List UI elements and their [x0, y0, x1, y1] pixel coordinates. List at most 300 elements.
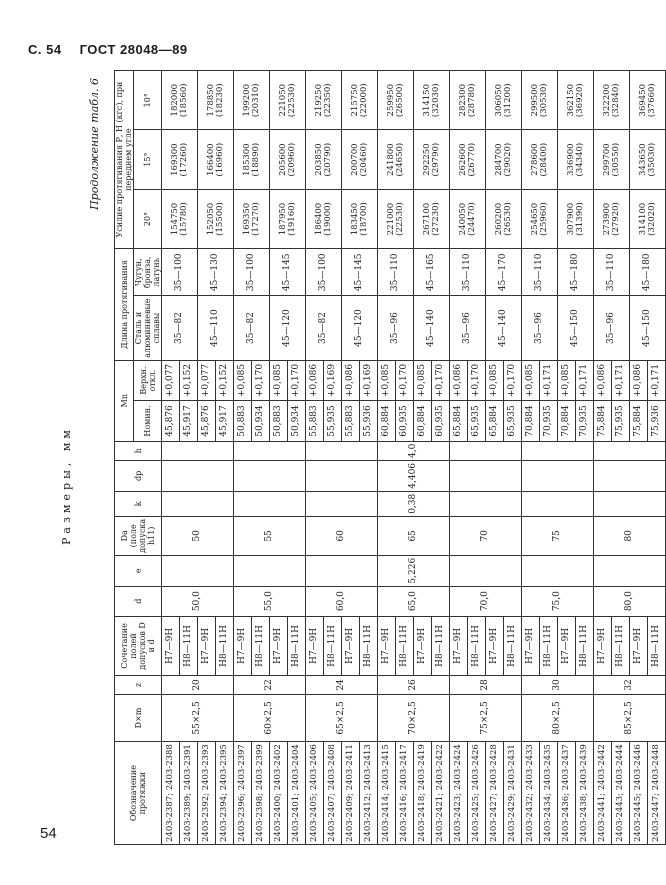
mn-upper-cell: +0,085 — [270, 360, 288, 401]
force-f20-cell — [270, 189, 306, 248]
k-cell — [594, 491, 666, 516]
iron-length-cell: 45—180 — [558, 249, 594, 296]
force-f20-cell — [306, 189, 342, 248]
z-cell: 32 — [594, 676, 666, 695]
mn-upper-cell: +0,086 — [306, 360, 324, 401]
force-value: 178850 — [205, 84, 216, 117]
force-value: (18700) — [358, 202, 369, 236]
dp-cell — [306, 460, 378, 491]
col-dp: dp — [115, 460, 162, 491]
col-a20: 20° — [134, 189, 162, 248]
force-value: (19160) — [286, 202, 297, 236]
col-mn-upper: Верхн. откл. — [134, 360, 162, 401]
table-row — [594, 71, 612, 845]
steel-length-cell: 45—110 — [198, 296, 234, 360]
mn-nom-cell: 50,883 — [270, 401, 288, 441]
tolerance-cell: Н8—11Н — [396, 616, 414, 675]
tolerance-cell: Н8—11Н — [360, 616, 378, 675]
table-row — [162, 71, 180, 845]
designation-cell: 2403-2392; 2403-2393 — [198, 742, 216, 845]
force-f20-cell — [342, 189, 378, 248]
force-value: (30550) — [610, 142, 621, 177]
force-value: 362150 — [565, 84, 576, 117]
steel-length-cell: 45—150 — [558, 296, 594, 360]
force-value: 307900 — [565, 202, 576, 236]
force-f10-cell — [486, 71, 522, 130]
force-value: (27230) — [430, 202, 441, 236]
steel-length-cell: 35—96 — [378, 296, 414, 360]
steel-length-cell: 45—120 — [342, 296, 378, 360]
tolerance-cell: Н8—11Н — [252, 616, 270, 675]
tolerance-cell: Н7—9Н — [162, 616, 180, 675]
mn-upper-cell: +0,085 — [378, 360, 396, 401]
force-f10-cell — [162, 71, 198, 130]
force-value: (29020) — [502, 142, 513, 177]
mn-nom-cell: 55,935 — [324, 401, 342, 441]
e-cell — [594, 555, 666, 586]
mn-upper-cell: +0,086 — [594, 360, 612, 401]
tolerance-cell: Н7—9Н — [198, 616, 216, 675]
mn-upper-cell: +0,085 — [522, 360, 540, 401]
iron-length-cell: 35—100 — [306, 249, 342, 296]
mn-nom-cell: 60,935 — [432, 401, 450, 441]
force-f20-cell — [630, 189, 666, 248]
tolerance-cell: Н7—9Н — [342, 616, 360, 675]
force-f15-cell — [198, 130, 234, 189]
force-value: 241800 — [385, 143, 396, 176]
iron-length-cell: 35—110 — [378, 249, 414, 296]
force-f20-cell — [450, 189, 486, 248]
force-value: (18560) — [178, 83, 189, 118]
mn-upper-cell: +0,152 — [180, 360, 198, 401]
force-value: 259950 — [385, 84, 396, 117]
tolerance-cell: Н7—9Н — [630, 616, 648, 675]
mn-upper-cell: +0,086 — [450, 360, 468, 401]
force-value: 322200 — [601, 84, 612, 117]
dp-cell — [234, 460, 306, 491]
designation-cell: 2403-2389; 2403-2391 — [180, 742, 198, 845]
da-cell: 70 — [450, 516, 522, 555]
iron-length-cell: 45—165 — [414, 249, 450, 296]
col-d: d — [115, 586, 162, 616]
designation-cell: 2403-2421; 2403-2422 — [432, 742, 450, 845]
k-cell — [234, 491, 306, 516]
force-value: (22350) — [322, 83, 333, 118]
designation-cell: 2403-2398; 2403-2399 — [252, 742, 270, 845]
force-f15-cell — [450, 130, 486, 189]
dp-cell: 4,406 — [378, 460, 450, 491]
da-cell: 65 — [378, 516, 450, 555]
e-cell — [306, 555, 378, 586]
steel-length-cell: 35—96 — [594, 296, 630, 360]
steel-length-cell: 35—96 — [522, 296, 558, 360]
designation-cell: 2403-2409; 2403-2411 — [342, 742, 360, 845]
force-value: (36920) — [574, 83, 585, 118]
mn-upper-cell: +0,169 — [360, 360, 378, 401]
tolerance-cell: Н7—9Н — [450, 616, 468, 675]
force-value: 299700 — [601, 143, 612, 176]
d-cell: 60,0 — [306, 586, 378, 616]
tolerance-cell: Н8—11Н — [648, 616, 666, 675]
mn-upper-cell: +0,171 — [612, 360, 630, 401]
mn-nom-cell: 55,883 — [306, 401, 324, 441]
tolerance-cell: Н7—9Н — [486, 616, 504, 675]
force-f15-cell — [486, 130, 522, 189]
force-value: 282300 — [457, 84, 468, 117]
mn-upper-cell: +0,171 — [648, 360, 666, 401]
force-value: 203850 — [313, 143, 324, 176]
force-value: 152050 — [205, 202, 216, 236]
e-cell — [234, 555, 306, 586]
mn-upper-cell: +0,171 — [576, 360, 594, 401]
tolerance-cell: Н8—11Н — [180, 616, 198, 675]
h-cell: 4,0 — [378, 441, 450, 460]
tolerance-cell: Н7—9Н — [594, 616, 612, 675]
tolerance-cell: Н8—11Н — [612, 616, 630, 675]
force-f10-cell — [234, 71, 270, 130]
col-steel: Сталь и алюминиевые сплавы — [134, 296, 162, 360]
dxm-cell: 70×2,5 — [378, 694, 450, 741]
force-f15-cell — [594, 130, 630, 189]
col-z: z — [115, 676, 162, 695]
force-value: 186400 — [313, 202, 324, 236]
force-f20-cell — [522, 189, 558, 248]
force-value: (37660) — [646, 83, 657, 118]
mn-nom-cell: 55,936 — [360, 401, 378, 441]
force-value: 166400 — [205, 143, 216, 176]
iron-length-cell: 35—100 — [234, 249, 270, 296]
k-cell: 0,38 — [378, 491, 450, 516]
col-a10: 10° — [134, 71, 162, 130]
force-value: 219250 — [313, 84, 324, 117]
mn-nom-cell: 75,884 — [594, 401, 612, 441]
force-f10-cell — [558, 71, 594, 130]
tolerance-cell: Н8—11Н — [324, 616, 342, 675]
dp-cell — [450, 460, 522, 491]
d-cell: 75,0 — [522, 586, 594, 616]
mn-nom-cell: 45,917 — [216, 401, 234, 441]
force-f15-cell — [414, 130, 450, 189]
col-designation: Обозначение протяжки — [115, 742, 162, 845]
mn-nom-cell: 45,917 — [180, 401, 198, 441]
force-value: (32840) — [610, 83, 621, 118]
da-cell: 75 — [522, 516, 594, 555]
tolerance-cell: Н7—9Н — [234, 616, 252, 675]
z-cell: 22 — [234, 676, 306, 695]
mn-nom-cell: 65,884 — [486, 401, 504, 441]
force-value: (26770) — [466, 142, 477, 177]
col-e: e — [115, 555, 162, 586]
mn-upper-cell: +0,170 — [468, 360, 486, 401]
table-row — [378, 71, 396, 845]
page-number: 54 — [40, 825, 57, 842]
force-value: 299500 — [529, 84, 540, 117]
force-f10-cell — [450, 71, 486, 130]
force-value: 205600 — [277, 143, 288, 176]
tolerance-cell: Н7—9Н — [558, 616, 576, 675]
dp-cell — [162, 460, 234, 491]
dxm-cell: 65×2,5 — [306, 694, 378, 741]
force-f20-cell — [234, 189, 270, 248]
mn-upper-cell: +0,169 — [324, 360, 342, 401]
force-value: 278600 — [529, 143, 540, 176]
force-f20-cell — [198, 189, 234, 248]
force-value: 262600 — [457, 143, 468, 176]
k-cell — [162, 491, 234, 516]
mn-upper-cell: +0,085 — [486, 360, 504, 401]
steel-length-cell: 45—120 — [270, 296, 306, 360]
force-value: 292250 — [421, 143, 432, 176]
force-value: 200700 — [349, 143, 360, 176]
k-cell — [450, 491, 522, 516]
d-cell: 80,0 — [594, 586, 666, 616]
gost-label: ГОСТ 28048—89 — [79, 42, 188, 57]
force-f20-cell — [162, 189, 198, 248]
designation-cell: 2403-2447; 2403-2448 — [648, 742, 666, 845]
table-row — [522, 71, 540, 845]
h-cell — [234, 441, 306, 460]
force-f15-cell — [234, 130, 270, 189]
tolerance-cell: Н7—9Н — [378, 616, 396, 675]
force-value: 185300 — [241, 143, 252, 176]
da-cell: 50 — [162, 516, 234, 555]
e-cell — [162, 555, 234, 586]
designation-cell: 2403-2445; 2403-2446 — [630, 742, 648, 845]
steel-length-cell: 45—140 — [486, 296, 522, 360]
steel-length-cell: 35—82 — [306, 296, 342, 360]
force-value: 260200 — [493, 202, 504, 236]
force-value: (17260) — [178, 142, 189, 177]
tolerance-cell: Н8—11Н — [504, 616, 522, 675]
force-value: (26530) — [502, 202, 513, 236]
iron-length-cell: 35—110 — [594, 249, 630, 296]
da-cell: 80 — [594, 516, 666, 555]
k-cell — [522, 491, 594, 516]
force-value: (31200) — [502, 83, 513, 118]
force-value: 336900 — [565, 143, 576, 176]
table-row — [234, 71, 252, 845]
tolerance-cell: Н7—9Н — [522, 616, 540, 675]
mn-upper-cell: +0,170 — [288, 360, 306, 401]
tolerance-cell: Н7—9Н — [414, 616, 432, 675]
dxm-cell: 60×2,5 — [234, 694, 306, 741]
tolerance-cell: Н8—11Н — [576, 616, 594, 675]
h-cell — [306, 441, 378, 460]
z-cell: 24 — [306, 676, 378, 695]
mn-nom-cell: 50,934 — [288, 401, 306, 441]
force-value: (19000) — [322, 202, 333, 236]
designation-cell: 2403-2407; 2403-2408 — [324, 742, 342, 845]
dp-cell — [594, 460, 666, 491]
force-value: 221000 — [385, 202, 396, 236]
mn-nom-cell: 70,935 — [540, 401, 558, 441]
force-f15-cell — [162, 130, 198, 189]
mn-upper-cell: +0,086 — [342, 360, 360, 401]
mn-upper-cell: +0,077 — [162, 360, 180, 401]
force-value: (22530) — [394, 202, 405, 236]
mn-nom-cell: 55,883 — [342, 401, 360, 441]
mn-upper-cell: +0,085 — [414, 360, 432, 401]
h-cell — [522, 441, 594, 460]
force-value: (32020) — [646, 202, 657, 236]
steel-length-cell: 35—82 — [162, 296, 198, 360]
force-f20-cell — [414, 189, 450, 248]
force-f10-cell — [270, 71, 306, 130]
iron-length-cell: 45—180 — [630, 249, 666, 296]
table-row — [450, 71, 468, 845]
mn-nom-cell: 50,934 — [252, 401, 270, 441]
mn-nom-cell: 70,884 — [558, 401, 576, 441]
continuation-title: Продолжение табл. 6 — [88, 78, 101, 210]
force-value: (20790) — [322, 142, 333, 177]
designation-cell: 2403-2405; 2403-2406 — [306, 742, 324, 845]
designation-cell: 2403-2441; 2403-2442 — [594, 742, 612, 845]
col-mn-nom: Номин. — [134, 401, 162, 441]
e-cell — [450, 555, 522, 586]
force-f10-cell — [342, 71, 378, 130]
mn-nom-cell: 70,935 — [576, 401, 594, 441]
force-value: (16960) — [214, 142, 225, 177]
force-value: (15780) — [178, 202, 189, 236]
z-cell: 20 — [162, 676, 234, 695]
iron-length-cell: 45—145 — [342, 249, 378, 296]
force-value: (17270) — [250, 202, 261, 236]
mn-nom-cell: 50,883 — [234, 401, 252, 441]
force-value: (22000) — [358, 83, 369, 118]
force-value: (20460) — [358, 142, 369, 177]
e-cell — [522, 555, 594, 586]
force-value: 314150 — [421, 84, 432, 117]
designation-cell: 2403-2427; 2403-2428 — [486, 742, 504, 845]
designation-cell: 2403-2416; 2403-2417 — [396, 742, 414, 845]
z-cell: 28 — [450, 676, 522, 695]
force-value: (15500) — [214, 202, 225, 236]
col-tolerance: Сочетание полей допусков D и d — [115, 616, 162, 675]
force-value: 199200 — [241, 84, 252, 117]
d-cell: 70,0 — [450, 586, 522, 616]
mn-upper-cell: +0,086 — [630, 360, 648, 401]
h-cell — [450, 441, 522, 460]
h-cell — [594, 441, 666, 460]
iron-length-cell: 35—110 — [522, 249, 558, 296]
force-f20-cell — [558, 189, 594, 248]
mn-nom-cell: 75,936 — [648, 401, 666, 441]
force-value: (34340) — [574, 142, 585, 177]
mn-upper-cell: +0,170 — [504, 360, 522, 401]
sizes-title: Размеры, мм — [60, 426, 73, 545]
force-value: 306050 — [493, 84, 504, 117]
da-cell: 60 — [306, 516, 378, 555]
force-value: (35030) — [646, 142, 657, 177]
mn-upper-cell: +0,170 — [432, 360, 450, 401]
force-f15-cell — [630, 130, 666, 189]
mn-nom-cell: 75,935 — [612, 401, 630, 441]
iron-length-cell: 45—170 — [486, 249, 522, 296]
tolerance-cell: Н8—11Н — [288, 616, 306, 675]
tolerance-cell: Н8—11Н — [468, 616, 486, 675]
z-cell: 30 — [522, 676, 594, 695]
force-value: 183450 — [349, 202, 360, 236]
col-length: Длина протягивания — [115, 249, 134, 361]
iron-length-cell: 45—130 — [198, 249, 234, 296]
force-value: 284700 — [493, 143, 504, 176]
mn-upper-cell: +0,077 — [198, 360, 216, 401]
force-f10-cell — [306, 71, 342, 130]
mn-upper-cell: +0,085 — [234, 360, 252, 401]
force-f10-cell — [594, 71, 630, 130]
broach-table — [114, 70, 666, 845]
designation-cell: 2403-2414; 2403-2415 — [378, 742, 396, 845]
mn-upper-cell: +0,152 — [216, 360, 234, 401]
mn-upper-cell: +0,171 — [540, 360, 558, 401]
dxm-cell: 85×2,5 — [594, 694, 666, 741]
force-f10-cell — [198, 71, 234, 130]
designation-cell: 2403-2438; 2403-2439 — [576, 742, 594, 845]
force-value: (18890) — [250, 142, 261, 177]
mn-nom-cell: 65,935 — [468, 401, 486, 441]
steel-length-cell: 45—150 — [630, 296, 666, 360]
z-cell: 26 — [378, 676, 450, 695]
force-value: (20310) — [250, 83, 261, 118]
force-value: (24470) — [466, 202, 477, 236]
mn-nom-cell: 60,884 — [414, 401, 432, 441]
iron-length-cell: 45—145 — [270, 249, 306, 296]
force-value: (18230) — [214, 83, 225, 118]
force-value: 369450 — [637, 84, 648, 117]
force-f15-cell — [558, 130, 594, 189]
force-f10-cell — [378, 71, 414, 130]
mn-nom-cell: 65,884 — [450, 401, 468, 441]
designation-cell: 2403-2434; 2403-2435 — [540, 742, 558, 845]
force-f15-cell — [306, 130, 342, 189]
col-a15: 15° — [134, 130, 162, 189]
force-f15-cell — [270, 130, 306, 189]
dp-cell — [522, 460, 594, 491]
tolerance-cell: Н8—11Н — [216, 616, 234, 675]
col-k: k — [115, 491, 162, 516]
designation-cell: 2403-2432; 2403-2433 — [522, 742, 540, 845]
tolerance-cell: Н7—9Н — [270, 616, 288, 675]
iron-length-cell: 35—100 — [162, 249, 198, 296]
force-value: (30530) — [538, 83, 549, 118]
col-force: Усилие протягивания Р, Н (кгс), при переднем угле — [115, 71, 134, 249]
force-f20-cell — [486, 189, 522, 248]
mn-nom-cell: 65,935 — [504, 401, 522, 441]
force-value: (22530) — [286, 83, 297, 118]
designation-cell: 2403-2423; 2403-2424 — [450, 742, 468, 845]
col-dxm: D×m — [115, 694, 162, 741]
force-f10-cell — [630, 71, 666, 130]
force-f15-cell — [378, 130, 414, 189]
tolerance-cell: Н7—9Н — [306, 616, 324, 675]
d-cell: 65,0 — [378, 586, 450, 616]
table-body — [162, 71, 666, 845]
table-row — [306, 71, 324, 845]
mn-upper-cell: +0,085 — [558, 360, 576, 401]
mn-nom-cell: 45,876 — [198, 401, 216, 441]
force-value: 187950 — [277, 202, 288, 236]
mn-nom-cell: 60,884 — [378, 401, 396, 441]
mn-upper-cell: +0,170 — [396, 360, 414, 401]
force-value: (20960) — [286, 142, 297, 177]
dxm-cell: 75×2,5 — [450, 694, 522, 741]
col-mn: Мn — [115, 360, 134, 441]
steel-length-cell: 35—96 — [450, 296, 486, 360]
col-h: h — [115, 441, 162, 460]
force-f20-cell — [594, 189, 630, 248]
k-cell — [306, 491, 378, 516]
mn-nom-cell: 75,884 — [630, 401, 648, 441]
